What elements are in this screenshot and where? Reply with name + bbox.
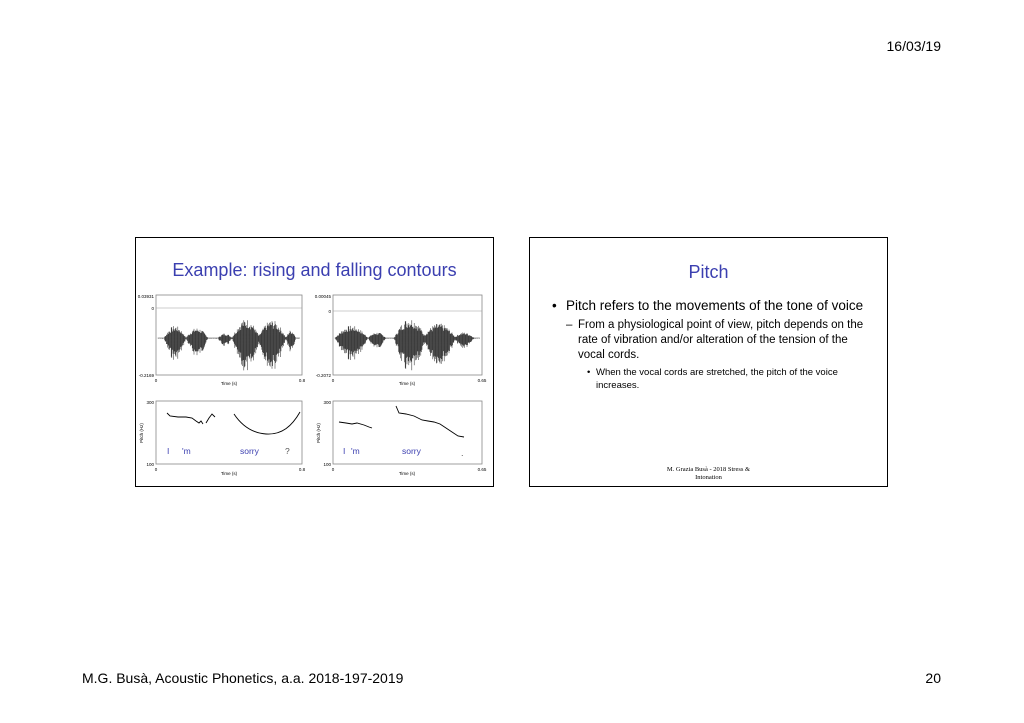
left-wave-zero: 0: [151, 306, 154, 311]
right-word-period: .: [461, 448, 464, 458]
right-pitch-panel: [316, 400, 487, 476]
bullet-list: [552, 298, 872, 392]
page-footer: M.G. Busà, Acoustic Phonetics, a.a. 2018-197-2019: [82, 670, 404, 686]
page-number: 20: [925, 670, 941, 686]
right-pitch-xmin: 0: [331, 467, 335, 472]
left-waveform: [158, 320, 300, 370]
left-pitch-panel: [139, 400, 306, 476]
contour-figure: [136, 238, 493, 486]
left-pitch-contour-1: [167, 413, 203, 424]
right-word-sorry: sorry: [402, 446, 421, 456]
slide-rising-falling-contours: [135, 237, 494, 487]
left-pitch-contour-3: [234, 412, 300, 434]
waveform-trace: [335, 320, 480, 370]
left-pitch-xlabel: Time (s): [220, 471, 238, 476]
left-pitch-ymin: 100: [146, 462, 154, 467]
left-pitch-ymax: 300: [146, 400, 154, 405]
right-pitch-contour-2: [396, 406, 464, 437]
left-pitch-ylabel: Pitch (Hz): [139, 423, 144, 443]
waveform-trace: [158, 320, 300, 370]
slide-credit: [530, 466, 887, 482]
left-wave-xlabel: Time (s): [220, 381, 238, 386]
right-pitch-ymin: 100: [323, 462, 331, 467]
left-word-m: 'm: [182, 446, 191, 456]
right-wave-xmin: 0: [331, 378, 335, 383]
left-waveform-panel: [138, 294, 306, 386]
slide-title: Pitch: [688, 262, 729, 282]
right-pitch-xmax: 0.65: [477, 467, 487, 472]
right-wave-xmax: 0.65: [477, 378, 487, 383]
bullet-dot-icon: •: [587, 367, 591, 378]
right-wave-zero: 0: [328, 309, 331, 314]
right-word-m: 'm: [351, 446, 360, 456]
left-pitch-contour-2: [206, 414, 215, 423]
left-wave-ymax: 0.03931: [137, 294, 154, 299]
bullet-level-3: [552, 366, 872, 392]
bullet-dash-icon: –: [566, 319, 573, 331]
left-wave-ymin: -0.2169: [138, 373, 154, 378]
right-word-i: I: [343, 446, 346, 456]
credit-line-1: M. Grazia Busà - 2018 Stress &: [666, 466, 751, 473]
bullet-text: From a physiological point of view, pitch depends on the rate of vibration and/or alteration of the tension of the vocal cords.: [578, 319, 864, 361]
page-date: 16/03/19: [886, 38, 941, 54]
left-word-sorry: sorry: [240, 446, 259, 456]
bullet-level-2: [552, 318, 872, 363]
right-waveform: [335, 320, 480, 370]
left-word-question: ?: [285, 446, 290, 456]
right-wave-ymax: 0.00045: [314, 294, 331, 299]
left-pitch-xmin: 0: [154, 467, 158, 472]
right-pitch-ylabel: Pitch (Hz): [316, 423, 321, 443]
bullet-text: When the vocal cords are stretched, the pitch of the voice increases.: [596, 367, 838, 391]
right-wave-ymin: -0.2072: [315, 373, 331, 378]
slide-title: Example: rising and falling contours: [172, 260, 457, 280]
left-wave-xmax: 0.8: [298, 378, 306, 383]
left-wave-xmin: 0: [154, 378, 158, 383]
bullet-dot-icon: •: [552, 298, 557, 313]
right-waveform-panel: [315, 294, 487, 386]
bullet-text: Pitch refers to the movements of the tone of voice: [566, 298, 864, 313]
left-word-i: I: [167, 446, 170, 456]
credit-line-2: Intonation: [695, 474, 722, 481]
right-pitch-ymax: 300: [323, 400, 331, 405]
slide-pitch: [529, 237, 888, 487]
left-pitch-xmax: 0.8: [298, 467, 306, 472]
bullet-level-1: [552, 298, 872, 313]
right-wave-xlabel: Time (s): [398, 381, 416, 386]
right-pitch-xlabel: Time (s): [398, 471, 416, 476]
right-pitch-contour-1: [339, 422, 372, 428]
